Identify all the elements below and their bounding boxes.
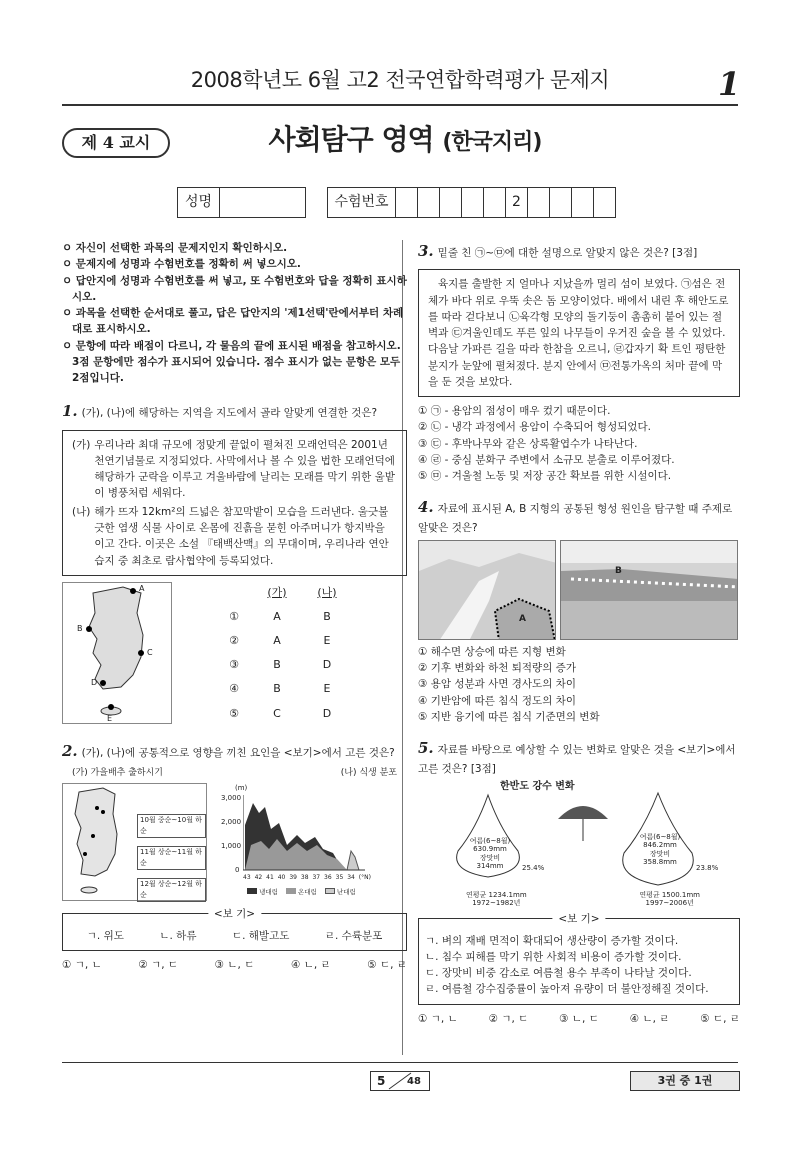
choice[interactable]: ① 해수면 상승에 따른 지형 변화: [418, 645, 566, 658]
q3-passage: 육지를 출발한 지 얼마나 지났을까 멀리 섬이 보였다. ㉠섬은 전체가 바다 위로 우뚝 솟은 돔 모양이었다. 배에서 내린 후 해안도로를 따라 걷다보니 ㉡육각형 모양의 돌기둥이 촘촘히 붙어 있는 절벽과 ㉢겨울인데도 푸른 잎의 나무들이 우거진 숲을 볼 수 있었다. 다음날 가파른 길을 따라 한참을 오르니, ㉣갑자기 확 트인 평탄한 분지가 눈앞에 펼쳐졌다. 분지 안에서 ㉤전통가옥의 처마 끝에 막을 둔 것을 보았다.: [428, 278, 729, 388]
exam-no-cell[interactable]: [484, 188, 506, 218]
korea-map-icon: [63, 784, 133, 900]
map-legend-item: 11월 상순~11월 하순: [137, 846, 206, 870]
drop-jang-label: 장맛비: [649, 849, 671, 858]
right-column: [418, 240, 740, 1027]
question-number: 4.: [418, 498, 434, 517]
korea-map: [62, 582, 172, 724]
footer-volume: 3권 중 1권: [630, 1071, 740, 1091]
boki-item: ㄹ. 수륙분포: [324, 929, 383, 942]
question-4: [418, 496, 740, 725]
q1-passage-box: [62, 430, 407, 576]
x-tick: 42: [254, 873, 263, 881]
y-tick: 1,000: [221, 841, 242, 850]
page-number: 1: [718, 65, 741, 103]
boki-item: ㄱ. 벼의 재배 면적이 확대되어 생산량이 증가할 것이다.: [425, 934, 679, 947]
subject-name: 사회탐구 영역: [268, 123, 434, 156]
choice[interactable]: ② ㄱ, ㄷ: [138, 959, 179, 972]
boki-item: ㄷ. 해발고도: [231, 929, 290, 942]
instruction-item: ㅇ 답안지에 성명과 수험번호를 써 넣고, 또 수험번호와 답을 정확히 표시하시오.: [62, 274, 407, 303]
drop-summer: 630.9mm: [473, 845, 507, 854]
name-label: 성명: [178, 188, 220, 218]
subject-title: [210, 118, 600, 161]
x-tick: 35: [335, 873, 344, 881]
q2-choices: [62, 957, 407, 973]
choice[interactable]: ⑤ 지반 융기에 따른 침식 기준면의 변화: [418, 711, 600, 724]
choice[interactable]: ⑤ ㄷ, ㄹ: [367, 959, 407, 972]
choice-no[interactable]: ③: [229, 658, 239, 672]
map-legend-item: 10월 중순~10월 하순: [137, 814, 206, 838]
q2-boki-box: [62, 907, 407, 951]
period-badge: 제 4 교시: [62, 128, 170, 158]
exam-no-cell[interactable]: [528, 188, 550, 218]
y-tick: 2,000: [221, 817, 242, 826]
harvest-map: [62, 783, 207, 901]
fig-caption: (가) 가을배추 출하시기: [72, 768, 163, 779]
name-field[interactable]: [220, 188, 306, 218]
vegetation-area-chart: [243, 795, 365, 871]
choice[interactable]: ① ㄱ, ㄴ: [418, 1012, 458, 1025]
exam-no-cell[interactable]: [418, 188, 440, 218]
exam-no-cell[interactable]: [550, 188, 572, 218]
coastal-terrace-image: [561, 541, 738, 640]
korea-map-icon: [63, 583, 171, 723]
drop-pct: 25.4%: [522, 863, 545, 872]
exam-no-cell[interactable]: [594, 188, 616, 218]
ga-label: (가): [72, 438, 91, 451]
y-unit: (m): [235, 783, 248, 792]
q1-answer-table: (가) (나) ① A B ② A E ③ B D ④ B E ⑤ C D: [216, 584, 352, 724]
y-tick: 3,000: [221, 793, 242, 802]
instructions: [62, 240, 407, 386]
drop-jang: 314mm: [476, 861, 504, 870]
choice[interactable]: ③ 용암 성분과 사면 경사도의 차이: [418, 678, 576, 691]
exam-no-cell[interactable]: [440, 188, 462, 218]
student-info-table: [177, 187, 616, 218]
question-stem: 자료에 표시된 A, B 지형의 공통된 형성 원인을 탐구할 때 주제로 알맞은 것은?: [418, 503, 733, 534]
choice[interactable]: ⑤ ㄷ, ㄹ: [700, 1012, 740, 1025]
instruction-item: ㅇ 자신이 선택한 과목의 문제지인지 확인하시오.: [62, 242, 288, 254]
exam-no-cell[interactable]: [462, 188, 484, 218]
q3-passage-box: [418, 269, 740, 397]
q5-boki-box: [418, 912, 740, 1005]
landform-photo-a: [418, 540, 556, 640]
question-3: [418, 240, 740, 484]
drop-season: 여름(6~8월): [469, 836, 511, 845]
choice[interactable]: ① ㉠ - 용암의 점성이 매우 컸기 때문이다.: [418, 405, 611, 418]
x-tick: 36: [324, 873, 332, 881]
exam-title: 2008학년도 6월 고2 전국연합학력평가 문제지: [190, 68, 610, 92]
instruction-item: ㅇ 과목을 선택한 순서대로 풀고, 답은 답안지의 '제1선택'란에서부터 차례대로 표시하시오.: [62, 307, 404, 336]
fig-title: 한반도 강수 변화: [500, 780, 575, 792]
subject-subname: (한국지리): [442, 130, 542, 155]
vegetation-legend: 냉대림 온대림 난대림: [247, 887, 356, 897]
map-legend-item: 12월 상순~12월 하순: [137, 878, 206, 902]
x-unit: (°N): [358, 873, 371, 881]
boki-label: <보 기>: [208, 906, 261, 922]
choice[interactable]: ④ 기반암에 따른 침식 정도의 차이: [418, 694, 576, 707]
x-tick: 41: [266, 873, 274, 881]
question-2: [62, 740, 407, 974]
landform-photo-b: [560, 540, 738, 640]
river-valley-image: [419, 541, 556, 640]
instruction-item: ㅇ 문제지에 성명과 수험번호를 정확히 써 넣으시오.: [62, 258, 301, 271]
map-label: D: [91, 677, 98, 687]
question-5: 5. 자료를 바탕으로 예상할 수 있는 변화로 알맞은 것을 <보기>에서 고른 것은? [3점] 한반도 강수 변화 여름(6~8월) 630.9mm 장맛비 314mm 25.4% 여름(6~8월) 846.2mm 장맛비 358.8mm 23.8% 연평균 1234.1mm 1972~1982년 연평균 1500.1mm 1997~2006년 <보 기> ㄱ. 벼의 재배 면적이 확대되어 생산량이 증가할 것이다. ㄴ. 침수 피해를 막기 위한 사회적 비용이 증가할 것이다. ㄷ. 장맛비 비중 감소로 여름철 용수 부족이 나타날 것이다. ㄹ. 여름철 강수집중률이 높아져 유량이 더 불안정해질 것이다. ① ㄱ, ㄴ ② ㄱ, ㄷ ③ ㄴ, ㄷ ④ ㄴ, ㄹ ⑤ ㄷ, ㄹ: [418, 737, 740, 1027]
drop-jang: 358.8mm: [643, 857, 677, 866]
question-stem: (가), (나)에 해당하는 지역을 지도에서 골라 알맞게 연결한 것은?: [81, 407, 378, 420]
vegetation-chart: [221, 783, 371, 903]
footer-page: 5: [377, 1074, 386, 1088]
choice[interactable]: ③ ㉢ - 후박나무와 같은 상록활엽수가 나타난다.: [418, 437, 638, 450]
choice[interactable]: ② ㄱ, ㄷ: [488, 1012, 529, 1025]
left-column: [62, 240, 407, 973]
x-tick: 40: [277, 873, 286, 881]
photo-label: B: [615, 565, 622, 576]
boki-item: ㄴ. 하류: [159, 929, 197, 942]
col-header: (나): [317, 585, 337, 599]
question-number: 3.: [418, 242, 434, 260]
question-stem: 자료를 바탕으로 예상할 수 있는 변화로 알맞은 것을 <보기>에서 고른 것은? [3점]: [418, 744, 736, 775]
x-tick: 34: [347, 873, 355, 881]
q5-choices: [418, 1011, 740, 1027]
exam-no-cell[interactable]: [572, 188, 594, 218]
drop-pct: 23.8%: [696, 863, 719, 872]
question-number: 2.: [62, 741, 78, 760]
choice-no[interactable]: ④: [229, 682, 239, 696]
photo-label: A: [519, 613, 526, 624]
header-rule: [62, 104, 738, 106]
drop-jang-label: 장맛비: [479, 853, 501, 862]
precipitation-figure: [418, 779, 740, 891]
choice-no[interactable]: ②: [229, 634, 239, 648]
map-label: B: [77, 623, 83, 633]
footer-rule: [62, 1062, 738, 1063]
footer-total: 48: [407, 1076, 421, 1087]
choice-no[interactable]: ①: [229, 609, 239, 623]
boki-label: <보 기>: [552, 911, 605, 927]
ga-text: 우리나라 최대 규모에 정맞게 끝없이 펼쳐진 모래언덕은 2001년 천연기념물로 지정되었다. 사막에서나 볼 수 있을 법한 모래언덕에 해당하가 군락을 이루고 겨울바람에 날리는 모래를 막기 위한 울밭이 병풍처럼 세워다.: [94, 438, 395, 500]
question-number: 5.: [418, 739, 434, 758]
instruction-item: ㅇ 문항에 따라 배점이 다르니, 각 물음의 끝에 표시된 배점을 참고하시오. 3점 문항에만 점수가 표시되어 있습니다. 점수 표시가 없는 문항은 모두 2점입니다.: [62, 339, 401, 385]
choice[interactable]: ④ ㄴ, ㄹ: [629, 1012, 670, 1025]
na-label: (나): [72, 505, 91, 518]
choice[interactable]: ④ ㄴ, ㄹ: [290, 959, 331, 972]
choice[interactable]: ③ ㄴ, ㄷ: [559, 1012, 599, 1025]
choice[interactable]: ③ ㄴ, ㄷ: [214, 959, 255, 972]
boki-item: ㄷ. 장맛비 비중 감소로 여름철 용수 부족이 나타날 것이다.: [425, 967, 692, 980]
boki-item: ㄴ. 침수 피해를 막기 위한 사회적 비용이 증가할 것이다.: [425, 950, 682, 963]
footer-page-box: [370, 1071, 430, 1091]
x-tick: 39: [289, 873, 297, 881]
na-text: 해가 뜨자 12km²의 드넓은 참꼬막밭이 모습을 드러낸다. 울긋불긋한 염생 식물 사이로 온몸에 진흙을 묻힌 아주머니가 항지박을 이고 간다. 이곳은 소설 『태백산맥』의 무대이며, 우리나라 연안습지 중 최초로 람사협약에 등록되었다.: [94, 505, 389, 567]
question-number: 1.: [62, 402, 78, 421]
choice[interactable]: ⑤ ㉤ - 겨울철 노동 및 저장 공간 확보를 위한 시설이다.: [418, 470, 672, 483]
col-header: (가): [267, 585, 287, 599]
x-tick: 38: [300, 873, 309, 881]
x-tick: 37: [312, 873, 321, 881]
exam-no-label: 수험번호: [328, 188, 396, 218]
y-tick: 0: [235, 865, 240, 874]
boki-item: ㄹ. 여름철 강수집중률이 높아져 유량이 더 불안정해질 것이다.: [425, 983, 709, 996]
choice[interactable]: ② 기후 변화와 하천 퇴적량의 증가: [418, 662, 576, 675]
choice-no[interactable]: ⑤: [229, 706, 239, 720]
drop-season: 여름(6~8월): [639, 832, 681, 841]
choice[interactable]: ④ ㉣ - 중심 분화구 주변에서 소규모 분출로 이루어졌다.: [418, 453, 675, 466]
map-label: A: [139, 583, 145, 593]
drop-summer: 846.2mm: [643, 841, 677, 850]
exam-no-digit: 2: [506, 188, 528, 218]
question-stem: (가), (나)에 공통적으로 영향을 끼친 요인을 <보기>에서 고른 것은?: [81, 746, 395, 759]
map-label: C: [147, 647, 153, 657]
fig-caption: (나) 식생 분포: [340, 768, 397, 779]
boki-item: ㄱ. 위도: [86, 929, 124, 942]
choice[interactable]: ② ㉡ - 냉각 과정에서 용암이 수축되어 형성되었다.: [418, 421, 651, 434]
map-label: E: [107, 713, 113, 723]
question-1: [62, 400, 407, 723]
x-tick: 43: [243, 873, 251, 881]
exam-no-cell[interactable]: [396, 188, 418, 218]
question-stem: 밑줄 친 ㉠~㉤에 대한 설명으로 알맞지 않은 것은? [3점]: [437, 247, 698, 259]
choice[interactable]: ① ㄱ, ㄴ: [62, 959, 102, 972]
